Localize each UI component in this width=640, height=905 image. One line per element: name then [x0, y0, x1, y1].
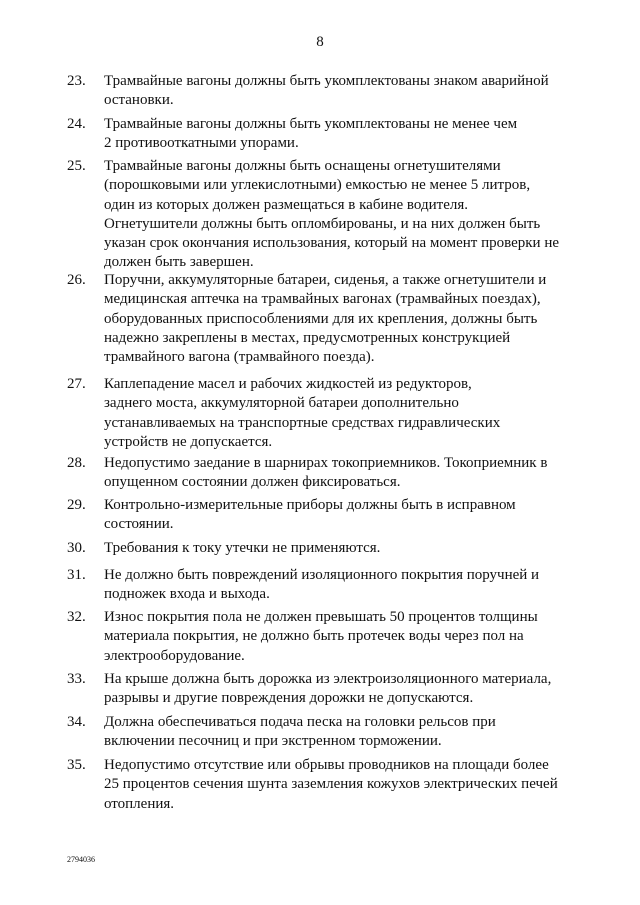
item-number: 30. [67, 540, 86, 556]
item-text: Контрольно-измерительные приборы должны быть в исправном состоянии. [104, 497, 516, 533]
item-number: 35. [67, 757, 86, 773]
page-number: 8 [316, 34, 324, 50]
item-text: Должна обеспечиваться подача песка на головки рельсов при включении песочниц и при экстренном торможении. [104, 714, 496, 750]
item-text: На крыше должна быть дорожка из электроизоляционного материала, разрывы и другие повреждения дорожки не допускаются. [104, 671, 552, 707]
item-number: 33. [67, 671, 86, 687]
item-text: Трамвайные вагоны должны быть укомплектованы не менее чем 2 противооткатными упорами. [104, 116, 518, 152]
item-number: 29. [67, 497, 86, 513]
item-text: Трамвайные вагоны должны быть укомплектованы знаком аварийной остановки. [104, 73, 549, 109]
list-item [67, 496, 567, 535]
list-item [67, 566, 567, 605]
list-item [67, 670, 567, 709]
list-item [67, 454, 567, 493]
list-item [67, 115, 567, 154]
item-number: 32. [67, 609, 86, 625]
item-text: Трамвайные вагоны должны быть оснащены огнетушителями (порошковыми или углекислотными) емкостью не менее 5 литров, один из которых должен размещаться в кабине водителя. Огнетушители должны быть опломбированы, и на них должен быть указан срок окончания использования, который на момент проверки не должен быть завершен. [104, 158, 560, 271]
item-number: 31. [67, 567, 86, 583]
item-text: Недопустимо отсутствие или обрывы проводников на площади более 25 процентов сечения шунта заземления кожухов электрических печей отопления. [104, 757, 558, 812]
item-number: 26. [67, 272, 86, 288]
list-item [67, 756, 567, 814]
item-text: Каплепадение масел и рабочих жидкостей из редукторов, заднего моста, аккумуляторной батареи дополнительно устанавливаемых на транспортные средствах гидравлических устройств не допускается. [104, 376, 501, 450]
item-number: 23. [67, 73, 86, 89]
list-item [67, 271, 567, 367]
item-text: Не должно быть повреждений изоляционного покрытия поручней и подножек входа и выхода. [104, 567, 540, 603]
list-item [67, 157, 567, 273]
item-number: 27. [67, 376, 86, 392]
list-item [67, 713, 567, 752]
item-number: 24. [67, 116, 86, 132]
item-text: Износ покрытия пола не должен превышать 50 процентов толщины материала покрытия, не должно быть протечек воды через пол на электрооборудование. [104, 609, 538, 664]
item-number: 25. [67, 158, 86, 174]
list-item [67, 608, 567, 666]
item-number: 28. [67, 455, 86, 471]
item-number: 34. [67, 714, 86, 730]
list-item [67, 375, 567, 452]
list-item [67, 72, 567, 111]
document-code: 2794036 [67, 855, 95, 864]
item-text: Недопустимо заедание в шарнирах токоприемников. Токоприемник в опущенном состоянии должен фиксироваться. [104, 455, 548, 491]
item-text: Поручни, аккумуляторные батареи, сиденья, а также огнетушители и медицинская аптечка на трамвайных вагонах (трамвайных поездах), оборудованных приспособлениями для их крепления, должны быть надежно закреплены в местах, предусмотренных конструкцией трамвайного вагона (трамвайного поезда). [104, 272, 547, 366]
item-text: Требования к току утечки не применяются. [104, 540, 381, 556]
list-item [67, 539, 567, 558]
